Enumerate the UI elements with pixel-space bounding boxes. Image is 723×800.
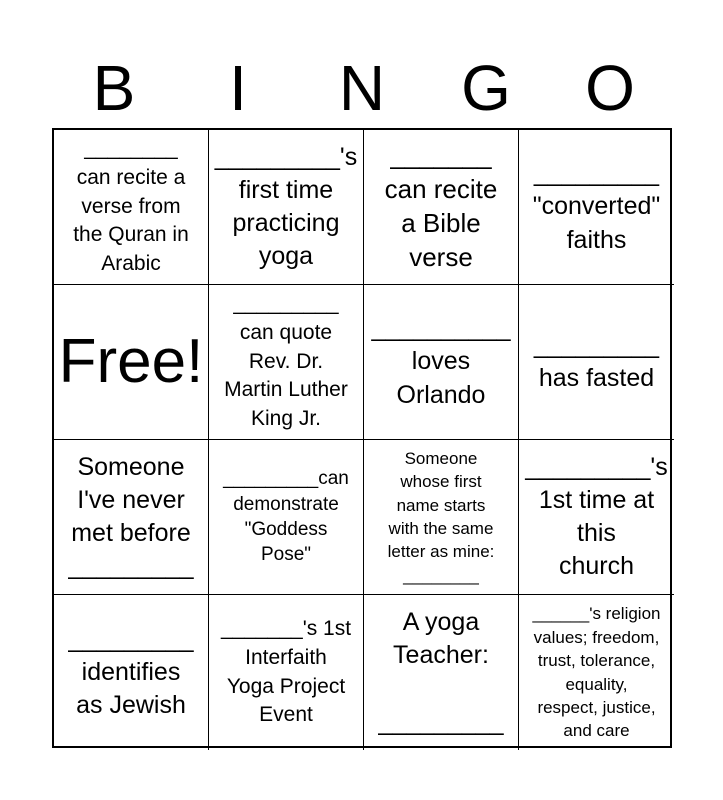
cell-text: _______ can recite a Bible verse: [384, 140, 498, 272]
bingo-cell-r1-c4[interactable]: [519, 130, 674, 285]
cell-text: __________ loves Orlando: [371, 314, 511, 409]
header-letter-n: N: [338, 52, 386, 124]
bingo-cell-r2-c1[interactable]: [54, 285, 209, 440]
header-letter-o: O: [585, 52, 635, 124]
header-letter-i: I: [229, 52, 247, 124]
bingo-cell-r2-c3[interactable]: [364, 285, 519, 440]
free-space: Free!: [58, 326, 204, 396]
cell-text: _________'s first time practicing yoga: [214, 142, 358, 271]
cell-text: _________ identifies as Jewish: [68, 624, 194, 720]
cell-text: A yoga Teacher: _________: [378, 608, 504, 736]
bingo-cell-r3-c2[interactable]: [209, 440, 364, 595]
bingo-cell-r3-c1[interactable]: [54, 440, 209, 595]
bingo-cell-r4-c1[interactable]: [54, 595, 209, 750]
header-letter-g: G: [461, 52, 511, 124]
cell-text: _________ can quote Rev. Dr. Martin Luther King Jr.: [224, 291, 348, 431]
cell-text: ______'s religion values; freedom, trust, tolerance, equality, respect, justice, and care: [532, 604, 661, 741]
cell-text: Someone I've never met before _________: [68, 452, 194, 581]
cell-text: _________'s 1st time at this church: [525, 452, 668, 581]
cell-text: _________can demonstrate "Goddess Pose": [223, 468, 349, 566]
bingo-cell-r4-c2[interactable]: [209, 595, 364, 750]
cell-text: _________ "converted" faiths: [532, 159, 661, 254]
bingo-board: [52, 128, 672, 748]
cell-text: _______'s 1st Interfaith Yoga Project Event: [220, 616, 352, 727]
cell-text: ________ can recite a verse from the Quran in Arabic: [73, 136, 189, 276]
bingo-cell-r4-c4[interactable]: [519, 595, 674, 750]
bingo-header: [52, 48, 672, 128]
bingo-cell-r1-c2[interactable]: [209, 130, 364, 285]
bingo-cell-r3-c4[interactable]: [519, 440, 674, 595]
bingo-cell-r2-c2[interactable]: [209, 285, 364, 440]
bingo-cell-r4-c3[interactable]: [364, 595, 519, 750]
bingo-cell-r1-c3[interactable]: [364, 130, 519, 285]
header-letter-b: B: [92, 52, 136, 124]
bingo-cell-r1-c1[interactable]: [54, 130, 209, 285]
bingo-cell-r3-c3[interactable]: [364, 440, 519, 595]
bingo-cell-r2-c4[interactable]: [519, 285, 674, 440]
cell-text: Someone whose first name starts with the same letter as mine: ________: [387, 448, 495, 585]
cell-text: _________ has fasted: [533, 330, 660, 392]
